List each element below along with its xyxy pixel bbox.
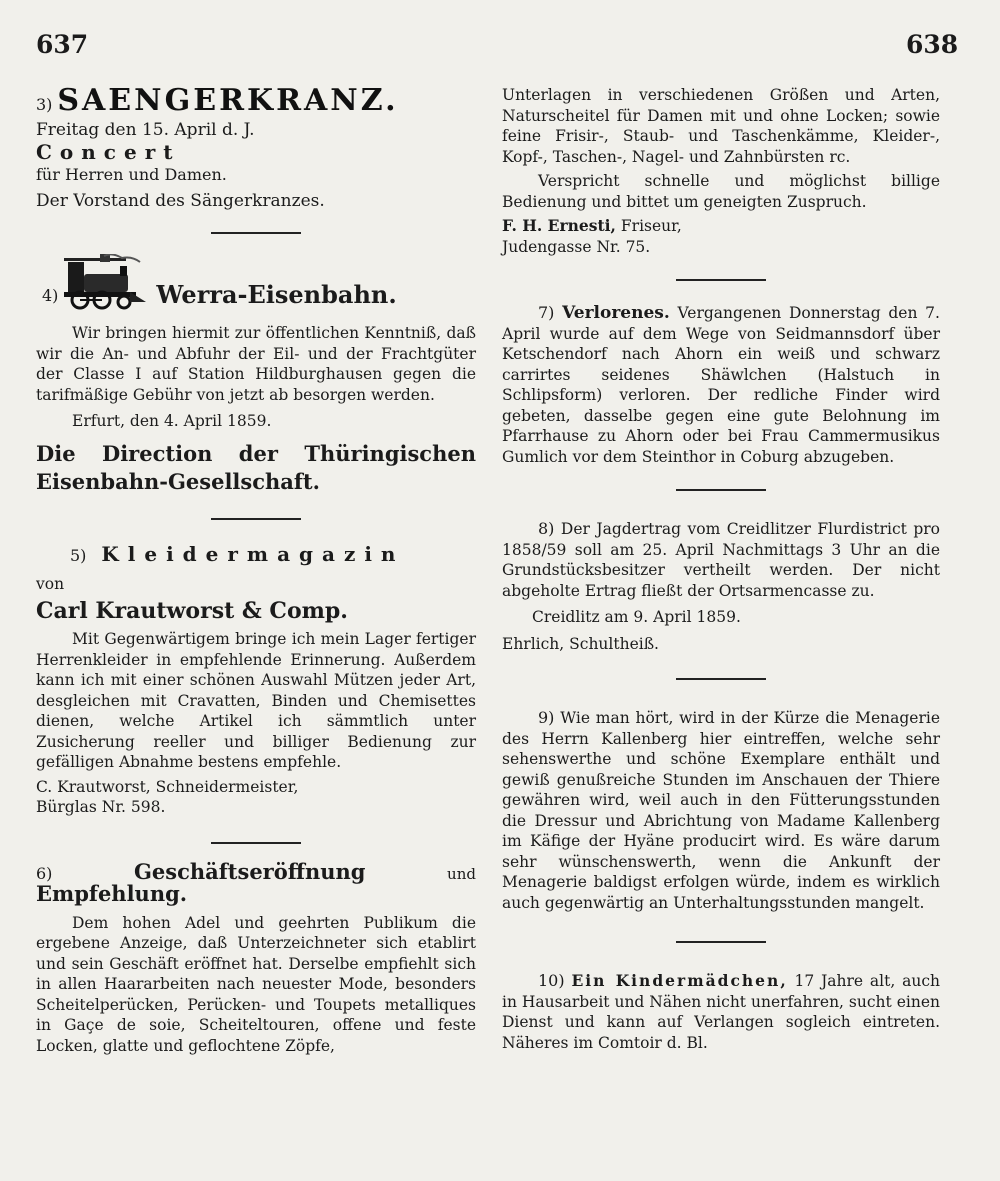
ad-body: Wie man hört, wird in der Kürze die Menagerie des Herrn Kallenberg hier eintreffen, welche sehr sehenswerthe und schöne Exemplare enthält und gewiß genußreiche Stunden im Anschauen der Thiere gewähren wird, weil auch in den Fütterungsstunden die Dressur und Abrichtung von Madame Kallenberg im Käfige der Hyäne producirt wird. Es wäre darum sehr wünschenswerth, wenn die Ankunft der Menagerie baldigst erfolgen würde, indem es wirklich auch gegenwärtig an Unterhaltungsstunden mangelt. bbox=[502, 709, 940, 912]
ad-number: 4) bbox=[42, 286, 59, 305]
ad-address: Bürglas Nr. 598. bbox=[36, 798, 166, 816]
ad-signature: C. Krautworst, Schneidermeister, bbox=[36, 777, 299, 796]
page-number-left: 637 bbox=[36, 30, 89, 59]
ad-9 bbox=[502, 708, 940, 913]
ad-company: Carl Krautworst & Comp. bbox=[36, 597, 348, 624]
ad-number: 6) bbox=[36, 863, 53, 883]
ad-number: 8) bbox=[538, 519, 555, 538]
ad-place-date: Creidlitz am 9. April 1859. bbox=[532, 608, 741, 626]
ad-address: Judengasse Nr. 75. bbox=[502, 237, 651, 256]
ad-6 bbox=[36, 858, 476, 1057]
ad-body: Mit Gegenwärtigem bringe ich mein Lager fertiger Herrenkleider in empfehlende Erinnerung. Außerdem kann ich mit einer schönen Auswahl Mützen jeder Art, desgleichen mit Cravatten, Binden und Chemisettes dienen, welche Artikel ich sämmtlich unter Zusicherung reeller und billiger Bedienung zur gefälligen Abnahme bestens empfehle. bbox=[36, 630, 476, 771]
ad-event: Concert bbox=[36, 140, 181, 164]
ad-title-a: Geschäftseröffnung bbox=[133, 858, 366, 884]
ad-signature: Ehrlich, Schultheiß. bbox=[502, 634, 659, 653]
ad-body: Dem hohen Adel und geehrten Publikum die ergebene Anzeige, daß Unterzeichneter sich etablirt und sein Geschäft eröffnet hat. Derselbe empfiehlt sich in allen Haararbeiten nach neuester Mode, besonders Scheitelperücken, Perücken- und Toupets metalliques in Gaçe de soie, Scheiteltouren, offene und feste Locken, glatte und geflochtene Zöpfe, bbox=[36, 913, 476, 1055]
ad-number: 10) bbox=[538, 971, 565, 990]
ad-body: Unterlagen in verschiedenen Größen und Arten, Naturscheitel für Damen mit und ohne Locken; sowie feine Frisir-, Staub- und Taschenkämme, Kleider-, Kopf-, Taschen-, Nagel- und Zahnbürsten rc. bbox=[502, 86, 940, 166]
divider bbox=[211, 232, 301, 234]
ad-number: 9) bbox=[538, 708, 555, 727]
divider bbox=[676, 489, 766, 491]
ad-title: Werra-Eisenbahn. bbox=[156, 280, 397, 309]
divider bbox=[676, 678, 766, 680]
ad-body: Der Jagdertrag vom Creidlitzer Flurdistrict pro 1858/59 soll am 25. April Nachmittags 3 Uhr an die Grundstücksbesitzer vertheilt werden. Der nicht abgeholte Ertrag fließt der Ortsarmencasse zu. bbox=[502, 520, 940, 600]
page-number-right: 638 bbox=[906, 30, 959, 59]
ad-10 bbox=[502, 971, 940, 1053]
divider bbox=[676, 279, 766, 281]
ad-4 bbox=[36, 254, 476, 496]
ad-von: von bbox=[36, 575, 65, 593]
ad-title: Kleidermagazin bbox=[101, 541, 405, 566]
ad-6-continued bbox=[502, 85, 940, 257]
locomotive-icon bbox=[60, 254, 152, 316]
ad-signature-name: F. H. Ernesti, bbox=[502, 216, 616, 235]
ad-7 bbox=[502, 303, 940, 467]
ad-signature: Der Vorstand des Sängerkranzes. bbox=[36, 191, 325, 211]
ad-place-date: Erfurt, den 4. April 1859. bbox=[72, 412, 272, 430]
ad-8 bbox=[502, 519, 940, 654]
ad-title: SAENGERKRANZ. bbox=[57, 83, 399, 118]
ad-body: Vergangenen Donnerstag den 7. April wurde auf dem Wege von Seidmannsdorf über Ketschendorf nach Ahorn ein weiß und schwarz carrirtes seidenes Shäwlchen (Halstuch in Schlipsform) verloren. Der redliche Finder wird gebeten, dasselbe gegen eine gute Belohnung im Pfarrhause zu Ahorn oder bei Frau Cammermusikus Gumlich vor dem Steinthor in Coburg abzugeben. bbox=[502, 304, 940, 466]
divider bbox=[676, 941, 766, 943]
ad-audience: für Herren und Damen. bbox=[36, 164, 227, 184]
ad-promise: Verspricht schnelle und möglichst billige Bedienung und bittet um geneigten Zuspruch. bbox=[502, 172, 940, 211]
ad-signature-role: Friseur, bbox=[620, 217, 682, 235]
ad-body: Wir bringen hiermit zur öffentlichen Kenntniß, daß wir die An- und Abfuhr der Eil- und der Frachtgüter der Classe I auf Station Hildburghausen gegen die tarifmäßige Gebühr von jetzt ab besorgen werden. bbox=[36, 324, 476, 404]
divider bbox=[211, 842, 301, 844]
ad-title-und: und bbox=[447, 864, 476, 883]
right-column bbox=[502, 85, 940, 1053]
ad-signature: Die Direction der Thüringischen Eisenbahn-Gesellschaft. bbox=[36, 440, 476, 494]
ad-title: Verlorenes. bbox=[562, 303, 670, 323]
ad-body: 17 Jahre alt, auch in Hausarbeit und Nähen nicht unerfahren, sucht einen Dienst und kann auf Verlangen sogleich eintreten. Näheres im Comtoir d. Bl. bbox=[502, 972, 940, 1052]
ad-date: Freitag den 15. April d. J. bbox=[36, 119, 255, 140]
ad-number: 5) bbox=[70, 545, 87, 565]
left-column bbox=[36, 85, 476, 1056]
ad-number: 7) bbox=[538, 303, 555, 322]
divider bbox=[211, 518, 301, 520]
ad-title-b: Empfehlung. bbox=[36, 881, 188, 906]
ad-3 bbox=[36, 83, 476, 212]
ad-number: 3) bbox=[36, 95, 53, 114]
ad-title: Ein Kindermädchen, bbox=[571, 971, 788, 990]
ad-5 bbox=[36, 541, 476, 818]
